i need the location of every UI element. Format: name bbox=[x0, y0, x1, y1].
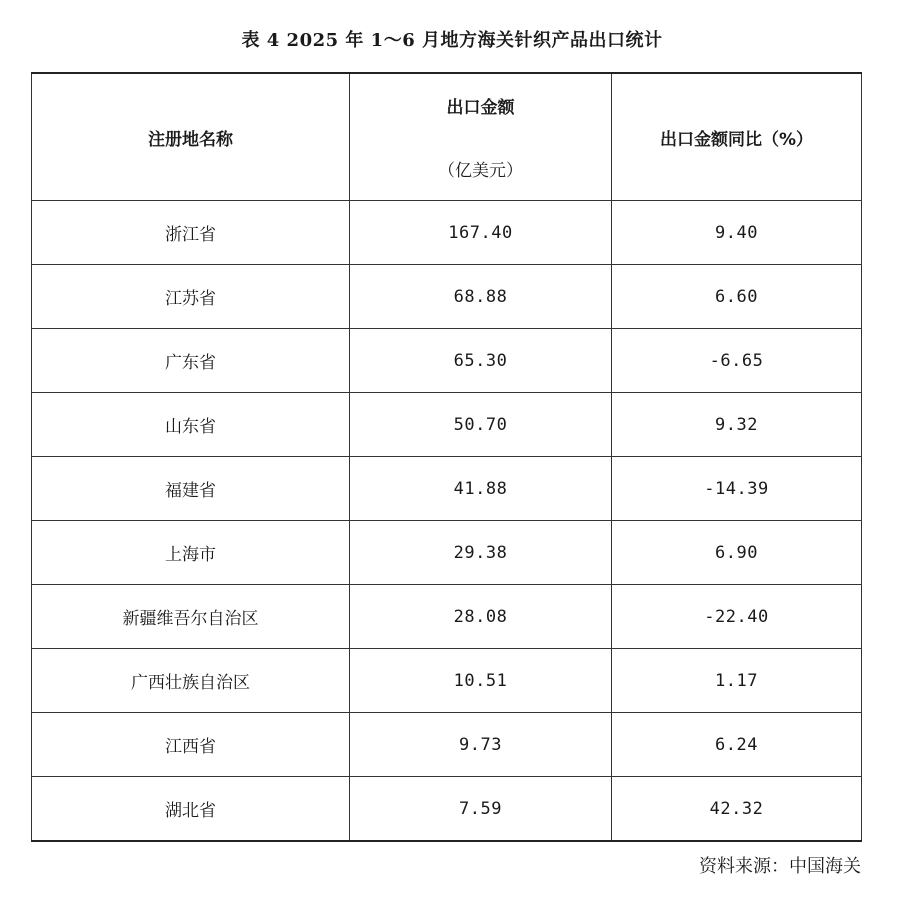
table-row bbox=[32, 585, 862, 649]
cell-amount: 65.30 bbox=[350, 329, 612, 393]
cell-yoy: 6.90 bbox=[612, 521, 862, 585]
table-row bbox=[32, 329, 862, 393]
cell-amount: 167.40 bbox=[350, 201, 612, 265]
cell-region: 江西省 bbox=[32, 713, 350, 777]
cell-region: 山东省 bbox=[32, 393, 350, 457]
cell-region: 广东省 bbox=[32, 329, 350, 393]
cell-amount: 10.51 bbox=[350, 649, 612, 713]
cell-region: 福建省 bbox=[32, 457, 350, 521]
cell-yoy: 6.60 bbox=[612, 265, 862, 329]
table-row bbox=[32, 201, 862, 265]
table-row bbox=[32, 713, 862, 777]
header-region: 注册地名称 bbox=[32, 73, 350, 201]
cell-region: 广西壮族自治区 bbox=[32, 649, 350, 713]
table-row bbox=[32, 393, 862, 457]
header-amount-unit: （亿美元） bbox=[438, 161, 523, 181]
cell-amount: 68.88 bbox=[350, 265, 612, 329]
header-amount bbox=[350, 73, 612, 201]
cell-yoy: 9.32 bbox=[612, 393, 862, 457]
export-statistics-table bbox=[31, 72, 862, 842]
cell-amount: 29.38 bbox=[350, 521, 612, 585]
cell-yoy: -14.39 bbox=[612, 457, 862, 521]
cell-yoy: 9.40 bbox=[612, 201, 862, 265]
cell-yoy: -22.40 bbox=[612, 585, 862, 649]
table-row bbox=[32, 265, 862, 329]
header-row bbox=[32, 73, 862, 201]
cell-amount: 50.70 bbox=[350, 393, 612, 457]
cell-amount: 41.88 bbox=[350, 457, 612, 521]
cell-region: 上海市 bbox=[32, 521, 350, 585]
source-note: 资料来源：中国海关 bbox=[699, 856, 861, 877]
cell-amount: 9.73 bbox=[350, 713, 612, 777]
table-row bbox=[32, 457, 862, 521]
header-yoy: 出口金额同比（%） bbox=[612, 73, 862, 201]
cell-yoy: 6.24 bbox=[612, 713, 862, 777]
cell-amount: 28.08 bbox=[350, 585, 612, 649]
cell-yoy: 1.17 bbox=[612, 649, 862, 713]
table-row bbox=[32, 521, 862, 585]
cell-region: 浙江省 bbox=[32, 201, 350, 265]
header-amount-label: 出口金额 bbox=[446, 98, 515, 118]
cell-region: 江苏省 bbox=[32, 265, 350, 329]
table-row bbox=[32, 649, 862, 713]
cell-region: 新疆维吾尔自治区 bbox=[32, 585, 350, 649]
cell-region: 湖北省 bbox=[32, 777, 350, 842]
table-title: 表 4 2025 年 1～6 月地方海关针织产品出口统计 bbox=[241, 30, 663, 51]
cell-amount: 7.59 bbox=[350, 777, 612, 842]
cell-yoy: 42.32 bbox=[612, 777, 862, 842]
table-row bbox=[32, 777, 862, 842]
cell-yoy: -6.65 bbox=[612, 329, 862, 393]
